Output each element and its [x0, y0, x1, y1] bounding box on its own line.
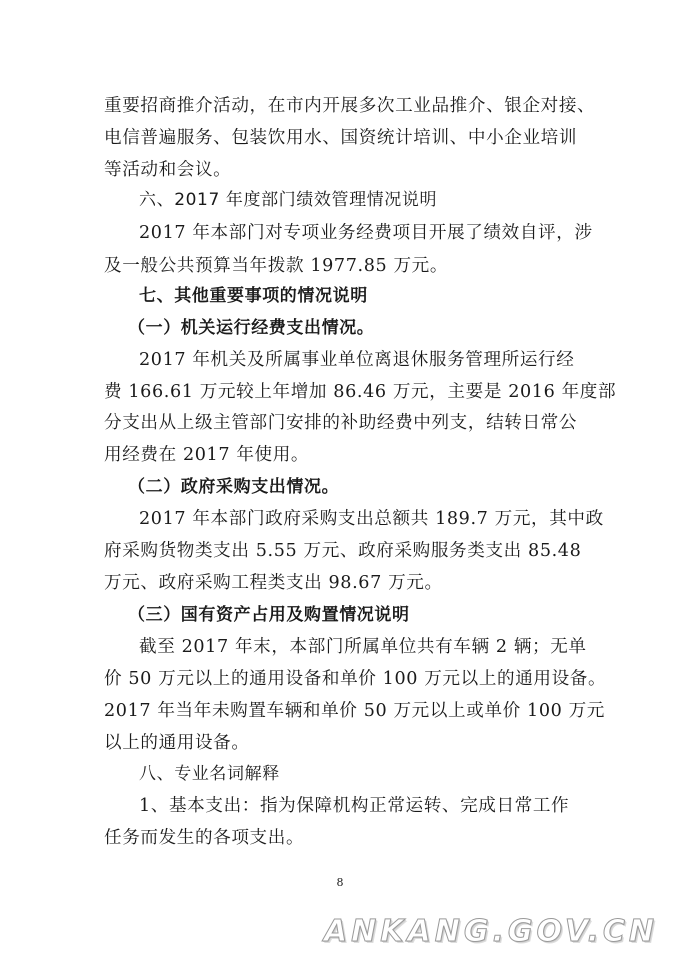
paragraph-line: 分支出从上级主管部门安排的补助经费中列支，结转日常公	[104, 413, 578, 433]
paragraph-line: 2017 年本部门政府采购支出总额共 189.7 万元，其中政	[139, 509, 604, 529]
paragraph-line: 2017 年本部门对专项业务经费项目开展了绩效自评，涉	[139, 223, 593, 243]
paragraph-line: 等活动和会议。	[104, 160, 232, 180]
paragraph-line: 截至 2017 年末，本部门所属单位共有车辆 2 辆；无单	[139, 637, 587, 657]
subsection-heading-3: （三）国有资产占用及购置情况说明	[128, 605, 410, 625]
paragraph-line: 2017 年机关及所属事业单位离退休服务管理所运行经	[139, 350, 575, 370]
site-watermark: ANKANG.GOV.CN	[323, 914, 658, 949]
paragraph-line: 价 50 万元以上的通用设备和单价 100 万元以上的通用设备。	[104, 669, 607, 689]
paragraph-line: 用经费在 2017 年使用。	[104, 445, 310, 465]
section-heading-6: 六、2017 年度部门绩效管理情况说明	[139, 190, 438, 210]
paragraph-line: 以上的通用设备。	[104, 733, 250, 753]
paragraph-line: 1、基本支出：指为保障机构正常运转、完成日常工作	[139, 796, 570, 816]
paragraph-line: 重要招商推介活动，在市内开展多次工业品推介、银企对接、	[104, 96, 596, 116]
page-number: 8	[336, 876, 344, 889]
section-heading-8: 八、专业名词解释	[139, 764, 280, 784]
paragraph-line: 2017 年当年未购置车辆和单价 50 万元以上或单价 100 万元	[104, 701, 605, 721]
paragraph-line: 费 166.61 万元较上年增加 86.46 万元，主要是 2016 年度部	[104, 382, 617, 402]
paragraph-line: 万元、政府采购工程类支出 98.67 万元。	[104, 573, 443, 593]
paragraph-line: 任务而发生的各项支出。	[104, 828, 305, 848]
section-heading-7: 七、其他重要事项的情况说明	[139, 286, 368, 306]
subsection-heading-1: （一）机关运行经费支出情况。	[128, 318, 375, 338]
paragraph-line: 电信普遍服务、包装饮用水、国资统计培训、中小企业培训	[104, 128, 578, 148]
subsection-heading-2: （二）政府采购支出情况。	[128, 477, 340, 497]
paragraph-line: 府采购货物类支出 5.55 万元、政府采购服务类支出 85.48	[104, 541, 582, 561]
paragraph-line: 及一般公共预算当年拨款 1977.85 万元。	[104, 256, 449, 276]
